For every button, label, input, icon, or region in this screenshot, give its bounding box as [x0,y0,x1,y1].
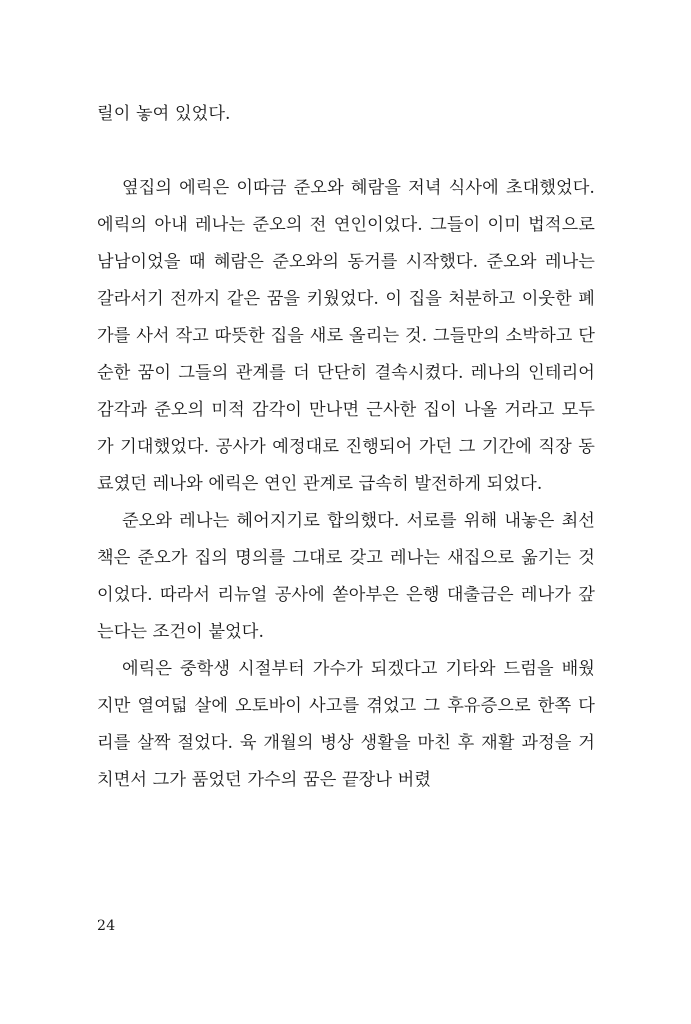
paragraph-eric-invite: 옆집의 에릭은 이따금 준오와 혜람을 저녁 식사에 초대했었다. 에릭의 아내 레나는 준오의 전 연인이었다. 그들이 이미 법적으로 남남이었을 때 혜람은 준오와의 동거를 시작했다. 준오와 레나는 갈라서기 전까지 같은 꿈을 키웠었다. 이 집을 처분하고 이웃한 폐가를 사서 작고 따뜻한 집을 새로 올리는 것. 그들만의 소박하고 단순한 꿈이 그들의 관계를 더 단단히 결속시켰다. 레나의 인테리어 감각과 준오의 미적 감각이 만나면 근사한 집이 나올 거라고 모두가 기대했었다. 공사가 예정대로 진행되어 가던 그 기간에 직장 동료였던 레나와 에릭은 연인 관계로 급속히 발전하게 되었다. [97,178,595,494]
paragraph-carryover: 릴이 놓여 있었다. [97,104,231,124]
paragraph-spacer [97,133,595,170]
page-number: 24 [97,918,116,934]
paragraph-eric-backstory: 에릭은 중학생 시절부터 가수가 되겠다고 기타와 드럼을 배웠지만 열여덟 살에 오토바이 사고를 겪었고 그 후유증으로 한쪽 다리를 살짝 절었다. 육 개월의 병상 생활을 마친 후 재활 과정을 거치면서 그가 품었던 가수의 꿈은 끝장나 버렸 [97,659,595,790]
body-text-block [97,96,595,799]
paragraph-separation: 준오와 레나는 헤어지기로 합의했다. 서로를 위해 내놓은 최선책은 준오가 집의 명의를 그대로 갖고 레나는 새집으로 옮기는 것이었다. 따라서 리뉴얼 공사에 쏟아부은 은행 대출금은 레나가 갚는다는 조건이 붙었다. [97,511,595,642]
